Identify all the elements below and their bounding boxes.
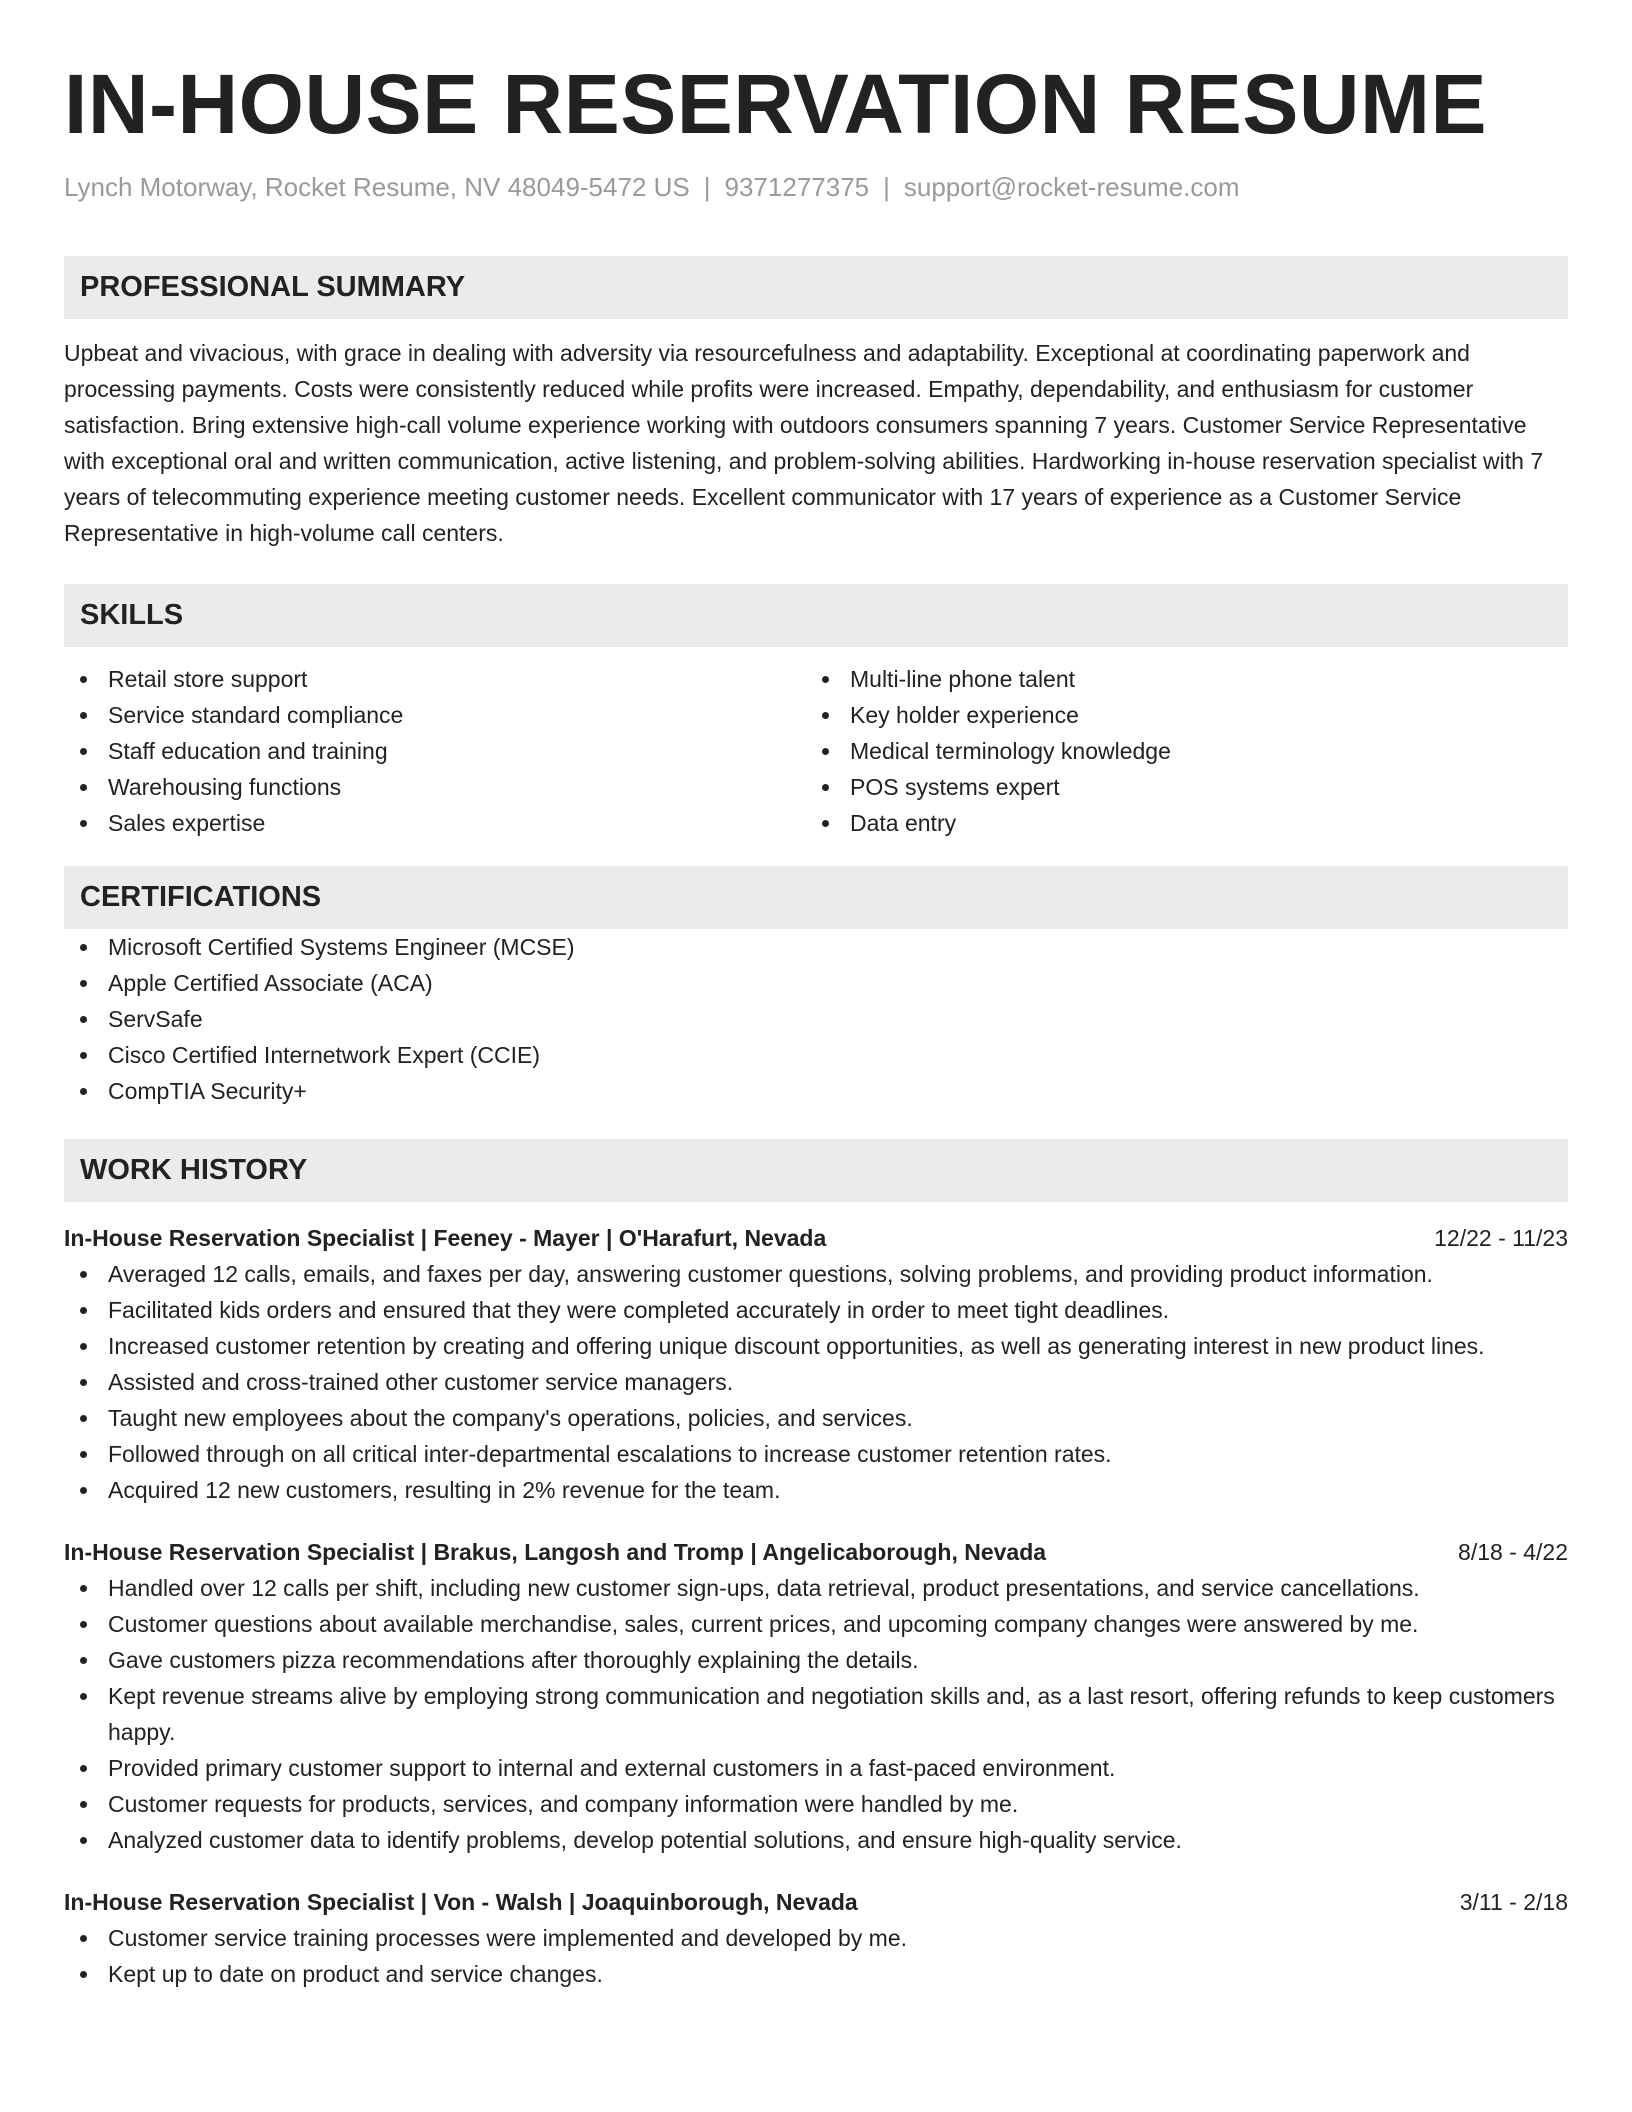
job-entry — [64, 1884, 1568, 1992]
section-heading-summary: PROFESSIONAL SUMMARY — [64, 256, 1568, 319]
job-dates: 8/18 - 4/22 — [1458, 1539, 1568, 1565]
job-bullet: Kept revenue streams alive by employing strong communication and negotiation skills and, as a last resort, offering refunds to keep customers happy. — [64, 1678, 1568, 1750]
job-bullet: Taught new employees about the company's operations, policies, and services. — [64, 1400, 1568, 1436]
job-bullet: Kept up to date on product and service changes. — [64, 1956, 1568, 1992]
job-bullet: Handled over 12 calls per shift, including new customer sign-ups, data retrieval, product presentations, and service cancellations. — [64, 1570, 1568, 1606]
contact-phone: 9371277375 — [724, 172, 870, 202]
job-heading — [64, 1534, 1568, 1570]
resume-page — [64, 58, 1568, 1992]
job-dates: 3/11 - 2/18 — [1459, 1889, 1568, 1915]
contact-separator: | — [883, 172, 890, 202]
job-bullet: Customer requests for products, services, and company information were handled by me. — [64, 1786, 1568, 1822]
job-entry — [64, 1220, 1568, 1508]
section-heading-work-history: WORK HISTORY — [64, 1139, 1568, 1202]
job-bullet: Provided primary customer support to internal and external customers in a fast-paced environment. — [64, 1750, 1568, 1786]
job-bullet: Analyzed customer data to identify problems, develop potential solutions, and ensure high-quality service. — [64, 1822, 1568, 1858]
job-bullet: Facilitated kids orders and ensured that they were completed accurately in order to meet tight deadlines. — [64, 1292, 1568, 1328]
job-bullet: Customer questions about available merchandise, sales, current prices, and upcoming company changes were answered by me. — [64, 1606, 1568, 1642]
certifications-list — [64, 929, 1568, 1109]
job-bullet: Gave customers pizza recommendations after thoroughly explaining the details. — [64, 1642, 1568, 1678]
contact-line — [64, 170, 1568, 204]
job-bullets — [64, 1920, 1568, 1992]
job-heading — [64, 1884, 1568, 1920]
skill-item: Multi-line phone talent — [806, 661, 1548, 697]
certification-item: Apple Certified Associate (ACA) — [64, 965, 1568, 1001]
certification-item: ServSafe — [64, 1001, 1568, 1037]
skill-item: Key holder experience — [806, 697, 1548, 733]
certification-item: Microsoft Certified Systems Engineer (MCSE) — [64, 929, 1568, 965]
certification-item: Cisco Certified Internetwork Expert (CCIE) — [64, 1037, 1568, 1073]
skills-column-right — [806, 661, 1548, 841]
job-title: In-House Reservation Specialist | Von - Walsh | Joaquinborough, Nevada — [64, 1889, 858, 1915]
skills-column-left — [64, 661, 806, 841]
contact-separator: | — [703, 172, 711, 202]
section-heading-certifications: CERTIFICATIONS — [64, 866, 1568, 929]
job-bullet: Acquired 12 new customers, resulting in 2% revenue for the team. — [64, 1472, 1568, 1508]
job-bullet: Assisted and cross-trained other customer service managers. — [64, 1364, 1568, 1400]
job-bullet: Customer service training processes were implemented and developed by me. — [64, 1920, 1568, 1956]
job-title: In-House Reservation Specialist | Feeney - Mayer | O'Harafurt, Nevada — [64, 1225, 827, 1251]
skill-item: Medical terminology knowledge — [806, 733, 1548, 769]
summary-text: Upbeat and vivacious, with grace in dealing with adversity via resourcefulness and adaptability. Exceptional at coordinating paperwork and processing payments. Costs were consistently reduced while profits were increased. Empathy, dependability, and enthusiasm for customer satisfaction. Bring extensive high-call volume experience working with outdoors consumers spanning 7 years. Customer Service Representative with exceptional oral and written communication, active listening, and problem-solving abilities. Hardworking in-house reservation specialist with 7 years of telecommuting experience meeting customer needs. Excellent communicator with 17 years of experience as a Customer Service Representative in high-volume call centers. — [64, 340, 1544, 546]
section-heading-skills: SKILLS — [64, 584, 1568, 647]
job-heading — [64, 1220, 1568, 1256]
job-title: In-House Reservation Specialist | Brakus, Langosh and Tromp | Angelicaborough, Nevada — [64, 1539, 1047, 1565]
job-bullet: Increased customer retention by creating and offering unique discount opportunities, as well as generating interest in new product lines. — [64, 1328, 1568, 1364]
contact-address: Lynch Motorway, Rocket Resume, NV 48049-5472 US — [64, 172, 690, 202]
skill-item: Data entry — [806, 805, 1548, 841]
contact-email: support@rocket-resume.com — [903, 172, 1240, 202]
skill-item: Staff education and training — [64, 733, 806, 769]
job-entry — [64, 1534, 1568, 1858]
skill-item: Sales expertise — [64, 805, 806, 841]
skill-item: POS systems expert — [806, 769, 1548, 805]
resume-title: IN-HOUSE RESERVATION RESUME — [64, 57, 1488, 151]
skills-list — [64, 661, 1568, 841]
job-bullets — [64, 1570, 1568, 1858]
job-bullet: Averaged 12 calls, emails, and faxes per day, answering customer questions, solving problems, and providing product information. — [64, 1256, 1568, 1292]
skill-item: Service standard compliance — [64, 697, 806, 733]
job-dates: 12/22 - 11/23 — [1434, 1225, 1568, 1251]
skill-item: Retail store support — [64, 661, 806, 697]
job-bullets — [64, 1256, 1568, 1508]
certification-item: CompTIA Security+ — [64, 1073, 1568, 1109]
job-bullet: Followed through on all critical inter-departmental escalations to increase customer retention rates. — [64, 1436, 1568, 1472]
skill-item: Warehousing functions — [64, 769, 806, 805]
